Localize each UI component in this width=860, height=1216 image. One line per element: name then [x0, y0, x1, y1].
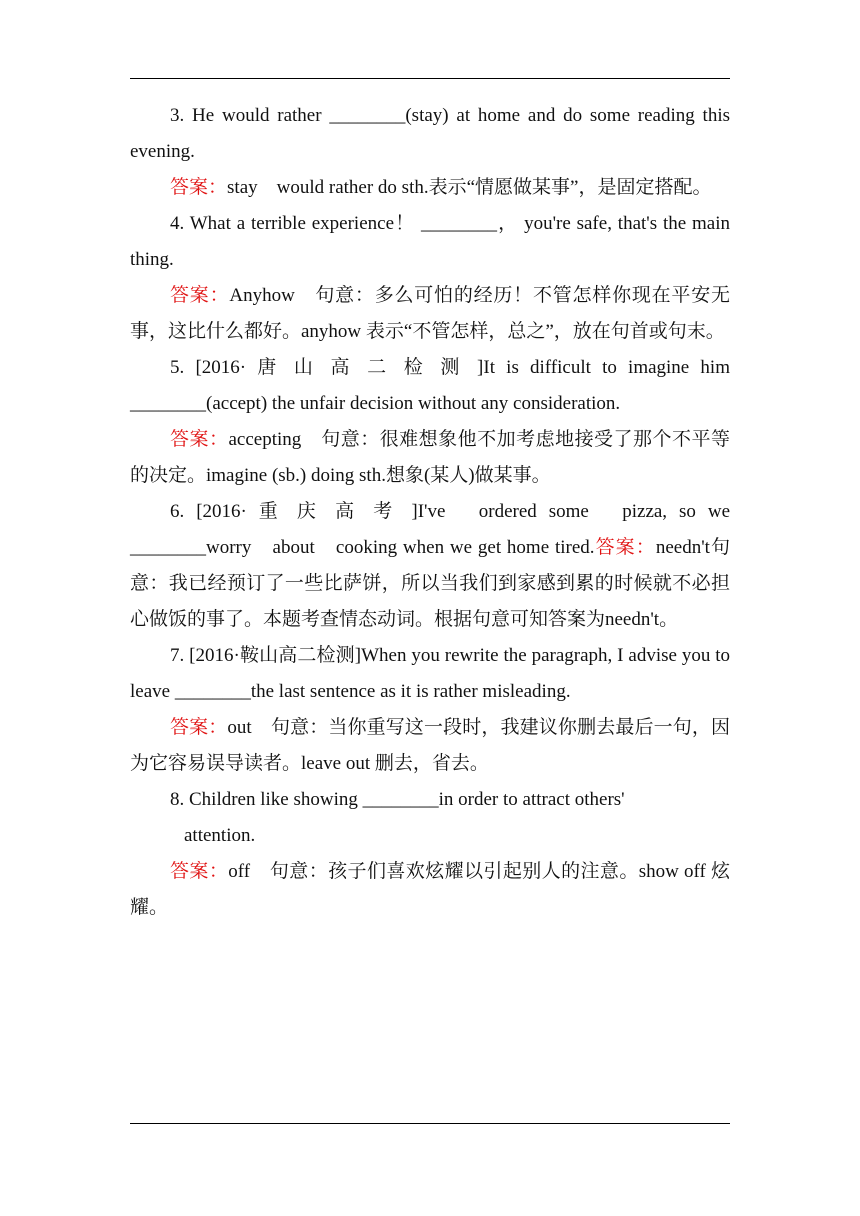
answer-label: 答案：	[170, 285, 230, 306]
answer-text: off 句意：孩子们喜欢炫耀以引起别人的注意。show off 炫耀。	[130, 861, 730, 918]
answer-label: 答案：	[170, 717, 228, 738]
question-3: 3. He would rather ________(stay) at home and do some reading this evening.	[130, 105, 730, 162]
question-4: 4. What a terrible experience！ ________， you're safe, that's the main thing.	[130, 213, 730, 270]
answer-label: 答案：	[170, 861, 229, 882]
answer-text: needn't句意：我已经预订了一些比萨饼，所以当我们到家感到累的时候就不必担心做饭的事了。本题考查情态动词。根据句意可知答案为needn't。	[130, 537, 730, 630]
bottom-rule	[130, 1123, 730, 1124]
answer-label: 答案：	[170, 177, 228, 198]
answer-8	[130, 854, 730, 926]
answer-7	[130, 710, 730, 782]
answer-3	[130, 170, 730, 206]
question-8-continued: attention.	[184, 825, 256, 846]
answer-label: 答案：	[594, 537, 656, 558]
answer-text: accepting 句意：很难想象他不加考虑地接受了那个不平等的决定。imagine (sb.) doing sth.想象(某人)做某事。	[130, 429, 730, 486]
answer-5	[130, 422, 730, 494]
question-7: 7. [2016·鞍山高二检测]When you rewrite the paragraph, I advise you to leave ________the last sentence as it is rather misleading.	[130, 645, 730, 702]
top-rule	[130, 78, 730, 79]
answer-text: stay would rather do sth.表示“情愿做某事”，是固定搭配。	[227, 177, 712, 198]
answer-4	[130, 278, 730, 350]
exercise-content	[130, 98, 730, 926]
answer-text: out 句意：当你重写这一段时，我建议你删去最后一句，因为它容易误导读者。leave out 删去，省去。	[130, 717, 730, 774]
question-5: 5. [2016· 唐 山 高 二 检 测 ]It is difficult to imagine him ________(accept) the unfair decision without any consideration.	[130, 357, 730, 414]
question-text: 6. [2016· 重 庆 高 考 ]I've ordered some pizza, so we ________worry about cooking when we get home tired.	[130, 501, 730, 558]
question-6	[130, 494, 730, 638]
question-8: 8. Children like showing ________in order to attract others'	[170, 789, 625, 810]
answer-text: Anyhow 句意：多么可怕的经历！不管怎样你现在平安无事，这比什么都好。anyhow 表示“不管怎样，总之”，放在句首或句末。	[130, 285, 730, 342]
answer-label: 答案：	[170, 429, 229, 450]
